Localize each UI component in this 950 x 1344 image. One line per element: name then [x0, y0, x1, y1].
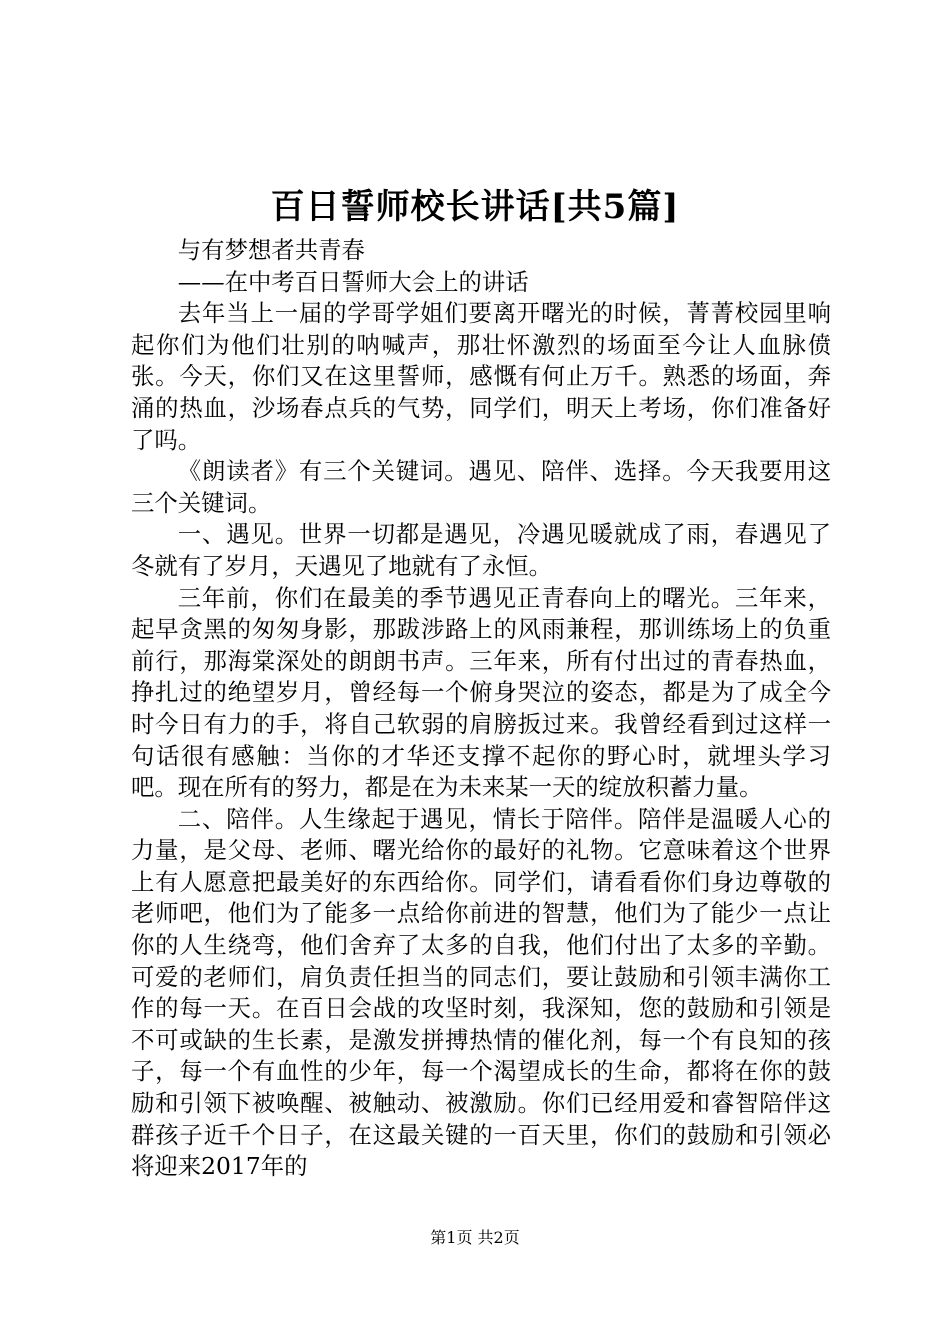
- paragraph: 三年前，你们在最美的季节遇见正青春向上的曙光。三年来，起早贪黑的匆匆身影，那跋涉路上的风雨兼程，那训练场上的负重前行，那海棠深处的朗朗书声。三年来，所有付出过的青春热血，挣扎过的绝望岁月，曾经每一个俯身哭泣的姿态，都是为了成全今时今日有力的手，将自己软弱的肩膀扳过来。我曾经看到过这样一句话很有感触：当你的才华还支撑不起你的野心时，就埋头学习吧。现在所有的努力，都是在为未来某一天的绽放积蓄力量。: [131, 583, 831, 802]
- paragraph: 《朗读者》有三个关键词。遇见、陪伴、选择。今天我要用这三个关键词。: [131, 457, 831, 517]
- page-footer: 第1页 共2页: [430, 1228, 520, 1247]
- paragraph: 去年当上一届的学哥学姐们要离开曙光的时候，菁菁校园里响起你们为他们壮别的呐喊声，那壮怀激烈的场面至今让人血脉偾张。今天，你们又在这里誓师，感慨有何止万千。熟悉的场面，奔涌的热血，沙场春点兵的气势，同学们，明天上考场，你们准备好了吗。: [131, 299, 831, 454]
- subtitle-occasion: ——在中考百日誓师大会上的讲话: [177, 267, 529, 296]
- paragraph: 一、遇见。世界一切都是遇见，冷遇见暖就成了雨，春遇见了冬就有了岁月，天遇见了地就有了永恒。: [131, 520, 831, 580]
- paragraph: 二、陪伴。人生缘起于遇见，情长于陪伴。陪伴是温暖人心的力量，是父母、老师、曙光给你的最好的礼物。它意味着这个世界上有人愿意把最美好的东西给你。同学们，请看看你们身边尊敬的老师吧，他们为了能多一点给你前进的智慧，他们为了能少一点让你的人生绕弯，他们舍弃了太多的自我，他们付出了太多的辛勤。可爱的老师们，肩负责任担当的同志们，要让鼓励和引领丰满你工作的每一天。在百日会战的攻坚时刻，我深知，您的鼓励和引领是不可或缺的生长素，是激发拼搏热情的催化剂，每一个有良知的孩子，每一个有血性的少年，每一个渴望成长的生命，都将在你的鼓励和引领下被唤醒、被触动、被激励。你们已经用爱和睿智陪伴这群孩子近千个日子，在这最关键的一百天里，你们的鼓励和引领必将迎来2017年的: [131, 804, 831, 1181]
- page-title: 百日誓师校长讲话[共5篇]: [270, 187, 680, 227]
- subtitle: 与有梦想者共青春: [177, 236, 365, 264]
- document-body: [131, 235, 831, 1183]
